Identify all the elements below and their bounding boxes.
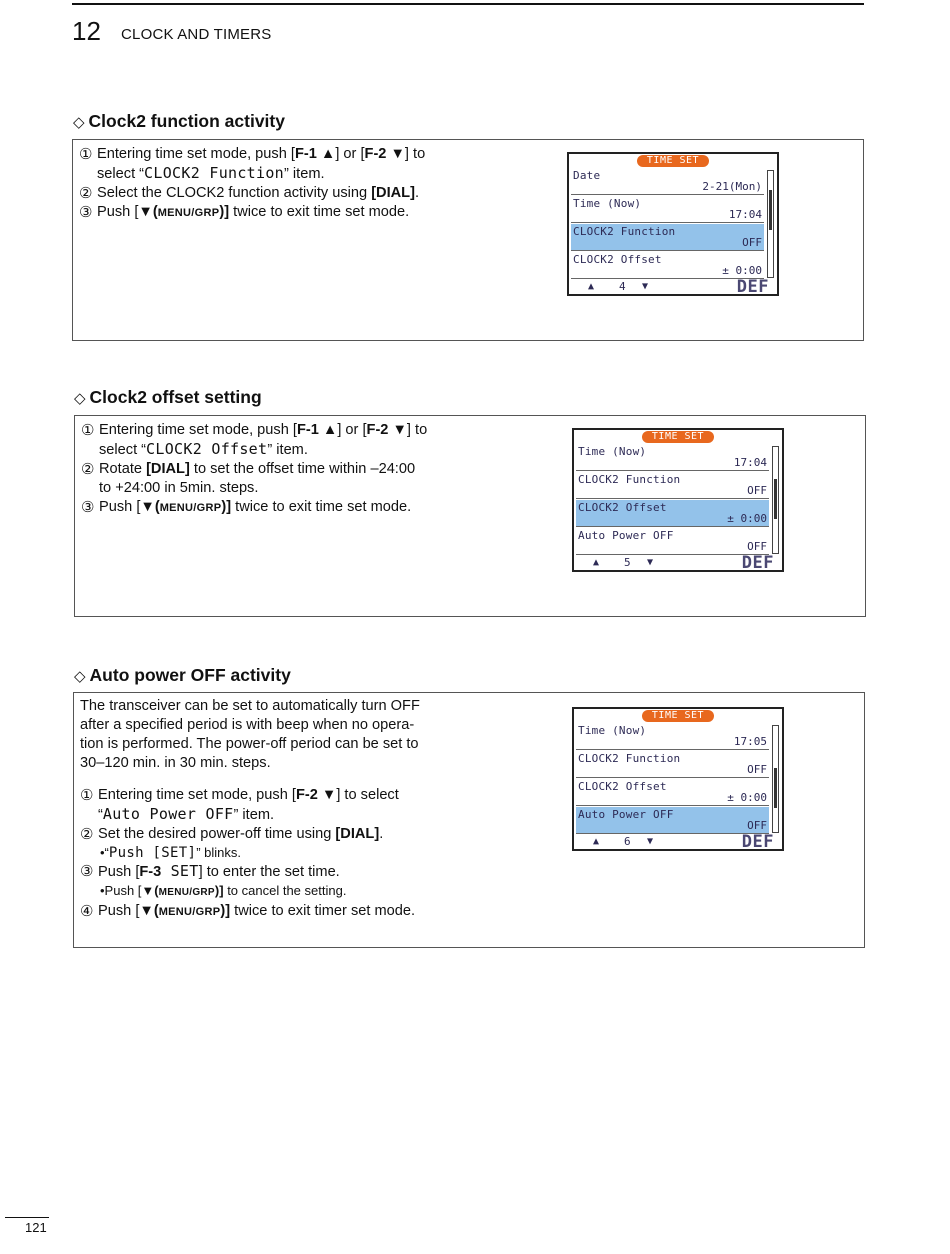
section-title-clock2-offset: ◇ Clock2 offset setting xyxy=(74,387,262,407)
intro-paragraph: The transceiver can be set to automatically turn OFF after a specified period is with beep when no opera- tion is performed. The power-off period can be set to 30–120 min. in 30 min. steps. xyxy=(80,698,420,771)
step-1: ① Entering time set mode, push [F-1 ▲] or [F-2 ▼] to select “CLOCK2 Offset” item. xyxy=(81,422,428,458)
section-title-auto-power-off: ◇ Auto power OFF activity xyxy=(74,665,291,685)
step-2: ② Select the CLOCK2 function activity using [DIAL]. xyxy=(79,185,420,202)
lcd-footer xyxy=(569,277,777,297)
step-2: ② Set the desired power-off time using [DIAL]. xyxy=(80,826,384,843)
lcd-scrollbar-thumb xyxy=(774,479,777,519)
lcd-row: CLOCK2 Offset ± 0:00 xyxy=(578,501,767,525)
lcd-page-number: 5 xyxy=(624,556,631,569)
lcd-row: CLOCK2 Function OFF xyxy=(578,752,767,776)
lcd-header: TIME SET xyxy=(642,431,714,443)
lcd-footer xyxy=(574,832,782,852)
lcd-row: Time (Now) 17:05 xyxy=(578,724,767,748)
up-arrow-icon: ▲ xyxy=(593,557,600,568)
lcd-screen-auto-power-off xyxy=(572,707,784,851)
lcd-row: CLOCK2 Offset ± 0:00 xyxy=(578,780,767,804)
chapter-number: 12 xyxy=(72,16,101,46)
step-3: ③ Push [▼(MENU/GRP)] twice to exit time set mode. xyxy=(79,204,410,221)
lcd-header: TIME SET xyxy=(637,155,709,167)
diamond-icon: ◇ xyxy=(74,668,86,685)
footer-rule xyxy=(5,1217,49,1218)
lcd-def-label: DEF xyxy=(741,553,774,573)
step-1: ① Entering time set mode, push [F-1 ▲] or [F-2 ▼] to select “CLOCK2 Function” item. xyxy=(79,146,426,182)
step-4: ④ Push [▼(MENU/GRP)] twice to exit timer set mode. xyxy=(80,903,416,920)
top-rule xyxy=(72,3,864,5)
lcd-row: Auto Power OFF OFF xyxy=(578,808,767,832)
lcd-def-label: DEF xyxy=(741,832,774,852)
lcd-screen-clock2-function xyxy=(567,152,779,296)
lcd-row: Auto Power OFF OFF xyxy=(578,529,767,553)
lcd-def-label: DEF xyxy=(736,277,769,297)
lcd-scrollbar-thumb xyxy=(774,768,777,808)
lcd-screen-clock2-offset xyxy=(572,428,784,572)
lcd-scrollbar xyxy=(772,446,779,554)
lcd-row: Date 2-21(Mon) xyxy=(573,169,762,193)
up-arrow-icon: ▲ xyxy=(588,281,595,292)
lcd-row: CLOCK2 Offset ± 0:00 xyxy=(573,253,762,277)
lcd-scrollbar xyxy=(772,725,779,833)
down-arrow-icon: ▼ xyxy=(642,281,649,292)
lcd-header: TIME SET xyxy=(642,710,714,722)
steps-clock2-offset xyxy=(81,421,461,518)
lcd-footer xyxy=(574,553,782,573)
steps-clock2-function xyxy=(79,145,459,223)
page-number: 121 xyxy=(25,1220,47,1235)
chapter-title: CLOCK AND TIMERS xyxy=(121,26,272,43)
step-3: ③ Push [F-3 SET] to enter the set time. xyxy=(80,862,340,880)
lcd-scrollbar-thumb xyxy=(769,190,772,230)
steps-auto-power-off xyxy=(80,786,460,922)
lcd-page-number: 4 xyxy=(619,280,626,293)
step-1: ① Entering time set mode, push [F-2 ▼] to select “Auto Power OFF” item. xyxy=(80,787,399,823)
section-title-clock2-function: ◇ Clock2 function activity xyxy=(73,111,285,131)
step-3: ③ Push [▼(MENU/GRP)] twice to exit time set mode. xyxy=(81,499,412,516)
down-arrow-icon: ▼ xyxy=(647,836,654,847)
lcd-scrollbar xyxy=(767,170,774,278)
lcd-row: CLOCK2 Function OFF xyxy=(578,473,767,497)
diamond-icon: ◇ xyxy=(73,114,85,131)
lcd-row: Time (Now) 17:04 xyxy=(578,445,767,469)
step-3-note: •Push [▼(MENU/GRP)] to cancel the setting. xyxy=(100,883,347,898)
up-arrow-icon: ▲ xyxy=(593,836,600,847)
step-2: ② Rotate [DIAL] to set the offset time within –24:00 to +24:00 in 5min. steps. xyxy=(81,461,416,496)
lcd-page-number: 6 xyxy=(624,835,631,848)
down-arrow-icon: ▼ xyxy=(647,557,654,568)
lcd-row: Time (Now) 17:04 xyxy=(573,197,762,221)
step-2-note: •“Push [SET]” blinks. xyxy=(100,845,241,861)
diamond-icon: ◇ xyxy=(74,390,86,407)
lcd-row: CLOCK2 Function OFF xyxy=(573,225,762,249)
